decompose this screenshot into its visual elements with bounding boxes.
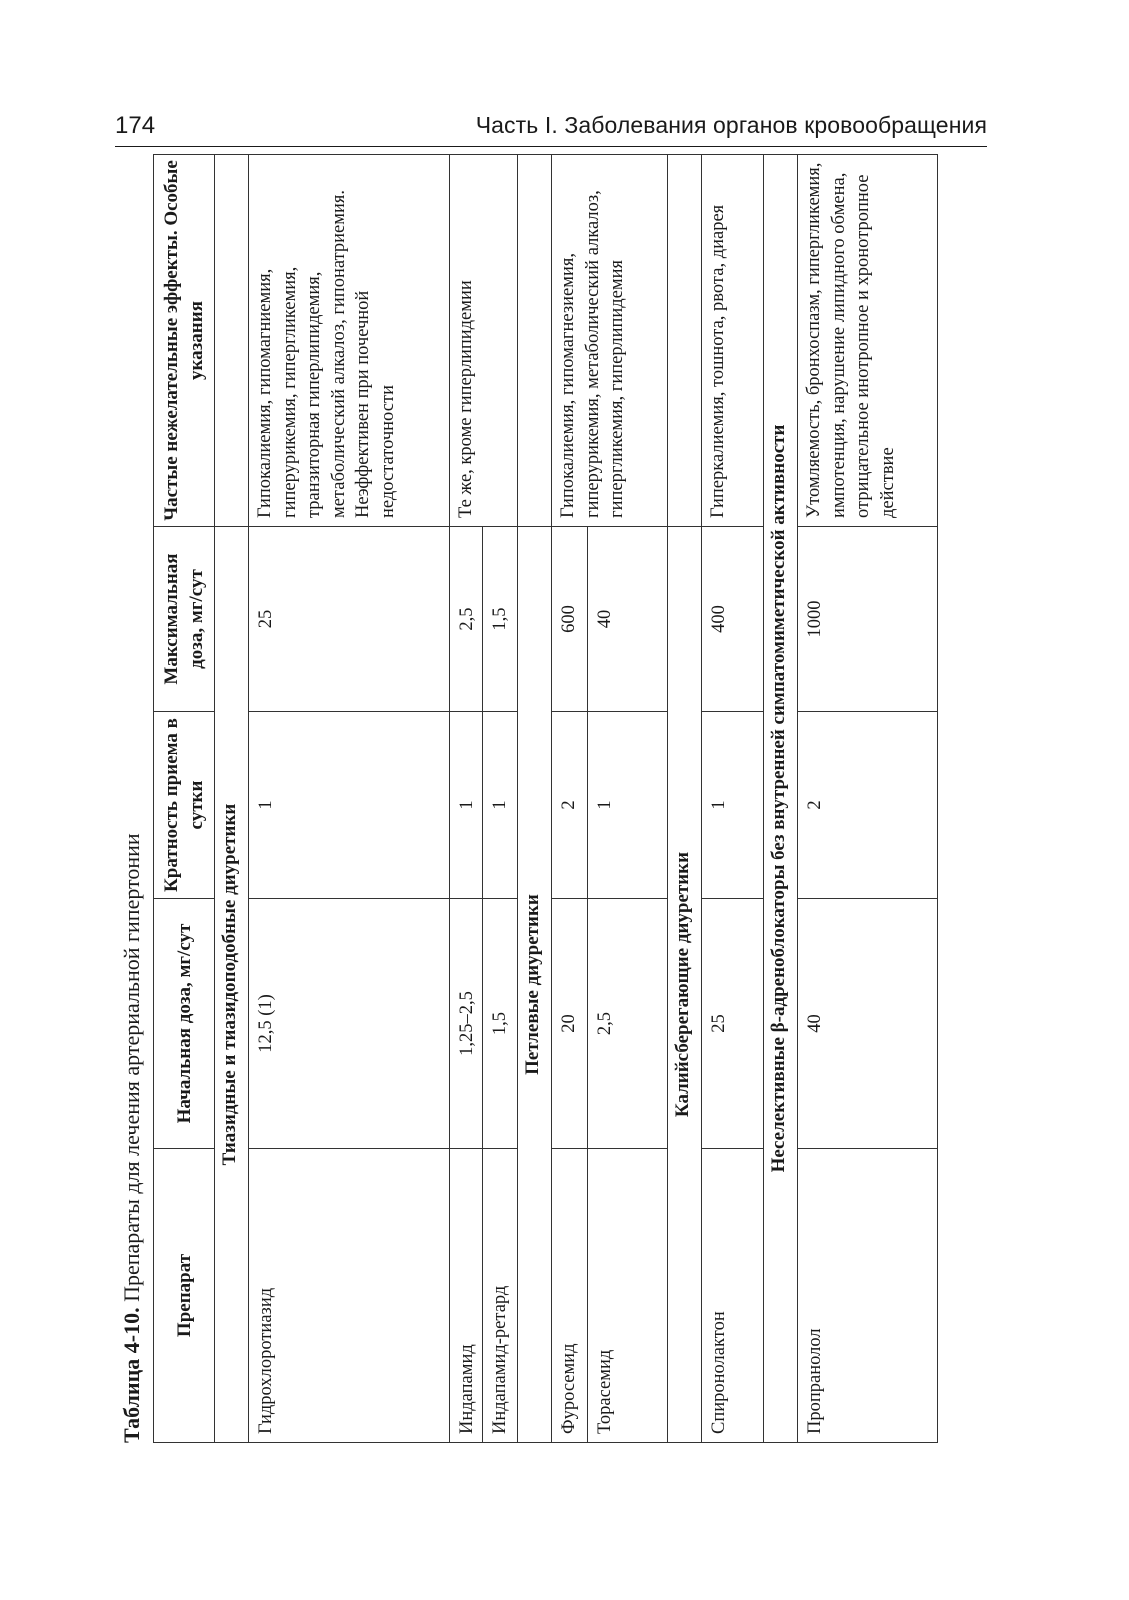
cell-drug: Фуросемид: [552, 1149, 588, 1443]
group-row: [215, 155, 249, 1443]
cell-max-dose: 400: [702, 527, 764, 712]
header-max-dose: Максимальная доза, мг/сут: [154, 527, 215, 712]
header-frequency: Кратность приема в сутки: [154, 712, 215, 899]
group-row: [518, 155, 552, 1443]
cell-frequency: 1: [483, 712, 518, 899]
cell-frequency: 1: [588, 712, 668, 899]
table-header-row: [154, 155, 215, 1443]
header-effects: Частые нежелательные эффекты. Особые указания: [154, 155, 215, 527]
cell-drug: Гидрохлоротиазид: [249, 1149, 450, 1443]
cell-start-dose: 25: [702, 899, 764, 1149]
table-row: [798, 155, 938, 1443]
group-row: [764, 155, 798, 1443]
cell-frequency: 1: [249, 712, 450, 899]
cell-drug: Торасемид: [588, 1149, 668, 1443]
group-title-loop-empty: [518, 155, 552, 527]
group-title-thiazide: Тиазидные и тиазидоподобные диуретики: [215, 527, 249, 1443]
cell-frequency: 1: [450, 712, 483, 899]
table-row: [249, 155, 450, 1443]
group-row: [668, 155, 702, 1443]
group-title-thiazide-empty: [215, 155, 249, 527]
cell-drug: Спиронолактон: [702, 1149, 764, 1443]
page-number: 174: [115, 112, 156, 139]
group-title-beta-blockers: Неселективные β-адреноблокаторы без внутренней симпатомиметической активности: [764, 155, 798, 1443]
page-header: [115, 110, 987, 147]
cell-effects: Гиперкалиемия, тошнота, рвота, диарея: [702, 155, 764, 527]
cell-max-dose: 25: [249, 527, 450, 712]
cell-max-dose: 600: [552, 527, 588, 712]
table-caption: [115, 153, 153, 1443]
cell-max-dose: 1,5: [483, 527, 518, 712]
table-caption-text: Препараты для лечения артериальной гипертонии: [119, 833, 144, 1302]
cell-start-dose: 20: [552, 899, 588, 1149]
cell-effects: Утомляемость, бронхоспазм, гипергликемия, импотенция, нарушение липидного обмена, отрицательное инотропное и хронотропное действие: [798, 155, 938, 527]
cell-drug: Пропранолол: [798, 1149, 938, 1443]
cell-max-dose: 40: [588, 527, 668, 712]
cell-start-dose: 12,5 (1): [249, 899, 450, 1149]
cell-start-dose: 2,5: [588, 899, 668, 1149]
cell-max-dose: 1000: [798, 527, 938, 712]
table-row: [552, 155, 588, 1443]
cell-frequency: 2: [552, 712, 588, 899]
cell-start-dose: 40: [798, 899, 938, 1149]
cell-start-dose: 1,25–2,5: [450, 899, 483, 1149]
group-title-loop: Петлевые диуретики: [518, 527, 552, 1443]
cell-drug: Индапамид-ретард: [483, 1149, 518, 1443]
table-row: [702, 155, 764, 1443]
group-title-potassium-sparing-empty: [668, 155, 702, 527]
rotated-table-region: [115, 153, 945, 1443]
running-title: Часть I. Заболевания органов кровообращения: [475, 112, 987, 138]
group-title-potassium-sparing: Калийсберегающие диуретики: [668, 527, 702, 1443]
header-drug: Препарат: [154, 1149, 215, 1443]
drugs-table: [153, 154, 938, 1443]
cell-max-dose: 2,5: [450, 527, 483, 712]
cell-effects: Те же, кроме гиперлипидемии: [450, 155, 518, 527]
cell-effects: Гипокалиемия, гипомагниемия, гиперурикемия, гипергликемия, транзиторная гиперлипидемия, метаболический алкалоз, гипонатриемия. Неэффективен при почечной недостаточности: [249, 155, 450, 527]
cell-frequency: 2: [798, 712, 938, 899]
table-row: [450, 155, 483, 1443]
cell-effects: Гипокалиемия, гипомагнезиемия, гиперурикемия, метаболический алкалоз, гипергликемия, гиперлипидемия: [552, 155, 668, 527]
table-caption-number: Таблица 4-10.: [119, 1307, 144, 1443]
header-start-dose: Начальная доза, мг/сут: [154, 899, 215, 1149]
cell-drug: Индапамид: [450, 1149, 483, 1443]
cell-start-dose: 1,5: [483, 899, 518, 1149]
cell-frequency: 1: [702, 712, 764, 899]
